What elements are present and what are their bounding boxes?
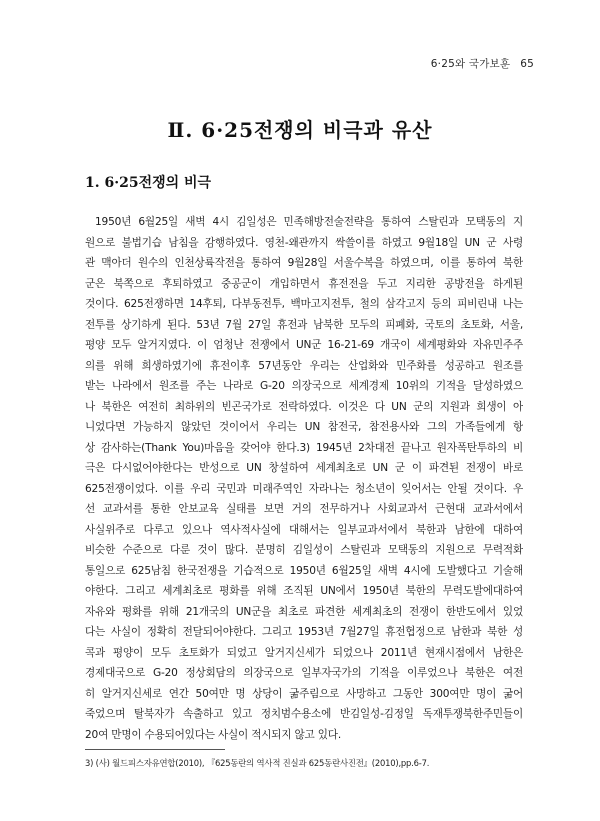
body-line: 군은 북쪽으로 후퇴하였고 중공군이 개입하면서 휴전전을 두고 지리한 공방전을 하게된 xyxy=(85,277,523,290)
body-line: 관 맥아더 원수의 인천상륙작전을 통하여 9월28일 서울수복을 하였으며, 이를 통하여 북한 xyxy=(85,257,523,269)
body-line: 상 감사하는(Thank You)마음을 갖어야 한다.3) 1945년 2차대전 끝나고 원자폭탄투하의 비 xyxy=(85,441,523,454)
body-line: 통일으로 625남침 한국전쟁을 기습적으로 1950년 6월25일 새벽 4시에 도발했다고 기술해 xyxy=(85,564,523,577)
body-line: 받는 나라에서 원조를 주는 나라로 G-20 의장국으로 세계경제 10위의 기적을 달성하였으 xyxy=(85,380,523,392)
body-line: 나 북한은 여전히 최하위의 빈곤국가로 전락하였다. 이것은 다 UN 군의 지원과 희생이 아 xyxy=(85,400,523,413)
body-line: 사실위주로 다루고 있으나 역사적사실에 대해서는 일부교과서에서 북한과 남한에 대하여 xyxy=(85,523,523,536)
body-line: 니었다면 가능하지 않았던 것이어서 우리는 UN 참전국, 참전용사와 그의 가족들에게 항 xyxy=(85,421,523,433)
body-line: 비슷한 수준으로 다룬 것이 많다. 분명히 김일성이 스탈린과 모택동의 지원으로 무력적화 xyxy=(85,544,523,556)
body-text xyxy=(85,212,523,745)
body-line: 625전쟁이었다. 이를 우리 국민과 미래주역인 자라나는 청소년이 잊어서는 안될 것이다. 우 xyxy=(85,482,523,495)
body-line: 전투를 상기하게 된다. 53년 7월 27일 휴전과 남북한 모두의 피폐화, 국토의 초토화, 서울, xyxy=(85,318,523,331)
running-header xyxy=(431,56,534,71)
body-line: 경제대국으로 G-20 정상회담의 의장국으로 일부자국가의 기적을 이루었으나 북한은 여전 xyxy=(85,667,523,679)
body-line: 죽었으며 탈북자가 속출하고 있고 정치범수용소에 반김일성-김정일 독재투쟁북한주민들이 xyxy=(85,708,523,720)
body-line: 자유와 평화를 위해 21개국의 UN군을 최초로 파견한 세계최초의 전쟁이 한반도에서 있었 xyxy=(85,605,523,618)
footnote-divider xyxy=(85,749,225,750)
body-line: 원으로 불법기습 남침을 감행하였다. 영천-왜관까지 싹쓸이를 하였고 9월18일 UN 군 사령 xyxy=(85,236,523,249)
body-line: 극은 다시없어야한다는 반성으로 UN 창설하여 세계최초로 UN 군 이 파견된 전쟁이 바로 xyxy=(85,462,523,474)
running-title: 6·25와 국가보훈 xyxy=(430,58,511,70)
body-line: 히 알거지신세로 연간 50여만 명 상당이 굶주림으로 사망하고 그동안 300여만 명이 굶어 xyxy=(85,687,523,700)
footnote: 3) (사) 월드피스자유연합(2010), 『625동란의 역사적 진실과 625동란사진전』(2010),pp.6-7. xyxy=(85,758,430,768)
body-line: 20여 만명이 수용되어있다는 사실이 적시되지 않고 있다. xyxy=(85,728,341,741)
body-line: 야한다. 그리고 세계최초로 평화를 위해 조직된 UN에서 1950년 북한의 무력도발에대하여 xyxy=(85,585,523,597)
body-line: 콕과 평양이 모두 초토화가 되었고 알거지신세가 되었으나 2011년 현재시점에서 남한은 xyxy=(85,646,523,659)
page-number: 65 xyxy=(520,58,534,70)
body-line: 다는 사실이 정확히 전달되어야한다. 그리고 1953년 7월27일 휴전협정으로 남한과 북한 성 xyxy=(85,626,523,638)
body-line: 평양 모두 알거지였다. 이 엄청난 전쟁에서 UN군 16-21-69 개국이 세계평화와 자유민주주 xyxy=(85,339,523,351)
chapter-title: Ⅱ. 6·25전쟁의 비극과 유산 xyxy=(167,118,433,142)
body-line: 선 교과서를 통한 안보교육 실태를 보면 거의 전무하거나 사회교과서 근현대 교과서에서 xyxy=(85,503,523,515)
section-title: 1. 6·25전쟁의 비극 xyxy=(85,175,212,191)
body-line: 1950년 6월25일 새벽 4시 김일성은 민족해방전술전략을 통하여 스탈린과 모택동의 지 xyxy=(95,216,523,228)
body-line: 것이다. 625전쟁하면 14후퇴, 다부동전투, 백마고지전투, 철의 삼각고지 등의 피비린내 나는 xyxy=(85,298,523,310)
body-line: 의를 위해 희생하였기에 휴전이후 57년동안 우리는 산업화와 민주화를 성공하고 원조를 xyxy=(85,359,523,372)
